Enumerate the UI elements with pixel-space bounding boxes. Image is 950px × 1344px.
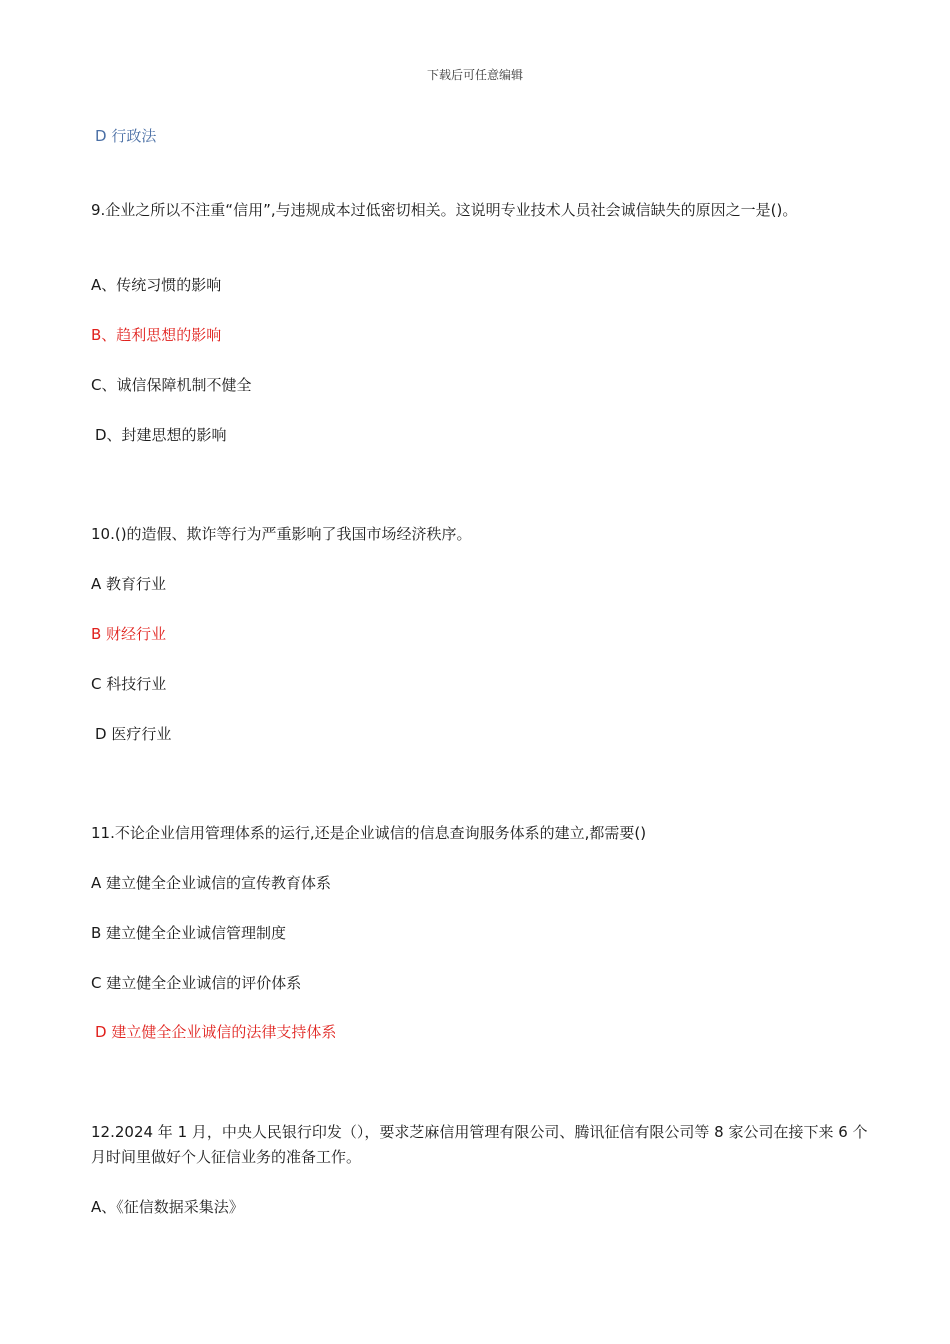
page-header: 下载后可任意编辑: [426, 68, 523, 82]
q10-option-a: A 教育行业: [91, 575, 167, 593]
q9-option-a: A、传统习惯的影响: [91, 276, 222, 294]
q10-question: 10.()的造假、欺诈等行为严重影响了我国市场经济秩序。: [91, 525, 472, 543]
q11-question: 11.不论企业信用管理体系的运行,还是企业诚信的信息查询服务体系的建立,都需要(): [91, 824, 647, 842]
q11-option-a: A 建立健全企业诚信的宣传教育体系: [91, 874, 332, 892]
q11-option-b: B 建立健全企业诚信管理制度: [91, 924, 287, 942]
q12-option-a: A、《征信数据采集法》: [91, 1198, 244, 1216]
q9-option-d: D、封建思想的影响: [95, 426, 227, 444]
q9-question: 9.企业之所以不注重“信用”,与违规成本过低密切相关。这说明专业技术人员社会诚信缺失的原因之一是()。: [91, 201, 798, 219]
q11-option-d-answer: D 建立健全企业诚信的法律支持体系: [95, 1023, 337, 1041]
q10-option-d: D 医疗行业: [95, 725, 172, 743]
q10-option-c: C 科技行业: [91, 675, 167, 693]
q11-option-c: C 建立健全企业诚信的评价体系: [91, 974, 302, 992]
q10-option-b-answer: B 财经行业: [91, 625, 167, 643]
q9-option-b-answer: B、趋利思想的影响: [91, 326, 222, 344]
q12-question: 12.2024 年 1 月，中央人民银行印发（），要求芝麻信用管理有限公司、腾讯征信有限公司等 8 家公司在接下来 6 个月时间里做好个人征信业务的准备工作。: [91, 1123, 868, 1166]
q9-option-c: C、诚信保障机制不健全: [91, 376, 252, 394]
prev-answer-option-d: D 行政法: [95, 127, 157, 145]
